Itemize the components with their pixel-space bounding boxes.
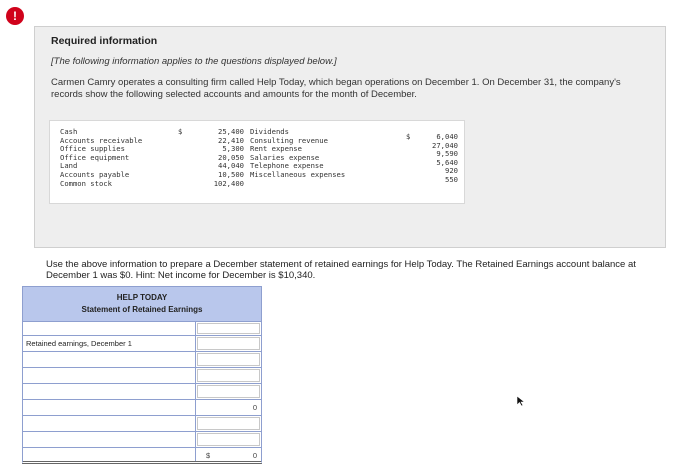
- table-row: [22, 322, 262, 336]
- label-input[interactable]: [24, 353, 194, 366]
- label-input[interactable]: [24, 433, 194, 446]
- amount-input[interactable]: [197, 433, 260, 446]
- account-values-right: 6,040 27,040 9,590 5,640 920 550: [432, 132, 458, 184]
- panel-title: Required information: [51, 35, 158, 47]
- problem-description: Carmen Camry operates a consulting firm called Help Today, which began operations on December 1. On December 31, the company's records show the following selected accounts and amounts for the month of December.: [51, 77, 621, 100]
- currency-symbol-right: $: [406, 132, 411, 141]
- amount-input[interactable]: [197, 323, 260, 334]
- row-label: Retained earnings, December 1: [26, 339, 132, 348]
- label-input[interactable]: [24, 417, 194, 430]
- table-row: [22, 336, 262, 352]
- table-row: [22, 384, 262, 400]
- alert-icon: !: [6, 7, 24, 25]
- table-row: [22, 352, 262, 368]
- account-names-left: Cash Accounts receivable Office supplies Office equipment Land Accounts payable Common stock: [60, 127, 143, 188]
- amount-input[interactable]: [197, 385, 260, 398]
- amount-input[interactable]: [197, 417, 260, 430]
- required-information-panel: [34, 26, 666, 248]
- task-instructions: Use the above information to prepare a December statement of retained earnings for Help Today. The Retained Earnings account balance at December 1 was $0. Hint: Net income for December is $10,340.: [46, 259, 636, 281]
- amount-input[interactable]: [197, 353, 260, 366]
- intro-note: [The following information applies to the questions displayed below.]: [51, 56, 337, 67]
- table-row: [22, 416, 262, 432]
- table-row: [22, 432, 262, 448]
- total-currency: $: [206, 451, 211, 460]
- label-input[interactable]: [24, 449, 194, 460]
- table-row-total: [22, 448, 262, 464]
- company-name: HELP TODAY: [116, 293, 168, 302]
- subtotal-value: 0: [252, 403, 257, 412]
- table-row: [22, 368, 262, 384]
- total-value: 0: [252, 451, 257, 460]
- accounts-table: [49, 120, 465, 204]
- label-input[interactable]: [24, 385, 194, 398]
- amount-input[interactable]: [197, 369, 260, 382]
- label-input[interactable]: [24, 401, 194, 414]
- retained-earnings-statement: [22, 286, 262, 464]
- statement-header: [22, 286, 262, 322]
- label-input[interactable]: [24, 369, 194, 382]
- account-values-left: 25,400 22,410 5,300 20,050 44,040 10,500 102,400: [213, 127, 244, 188]
- label-input[interactable]: [24, 323, 194, 334]
- amount-input[interactable]: [197, 337, 260, 350]
- table-row: [22, 400, 262, 416]
- statement-title: Statement of Retained Earnings: [81, 305, 203, 314]
- account-names-right: Dividends Consulting revenue Rent expense Salaries expense Telephone expense Miscellaneous expenses: [250, 127, 346, 179]
- currency-symbol-left: $: [178, 127, 183, 136]
